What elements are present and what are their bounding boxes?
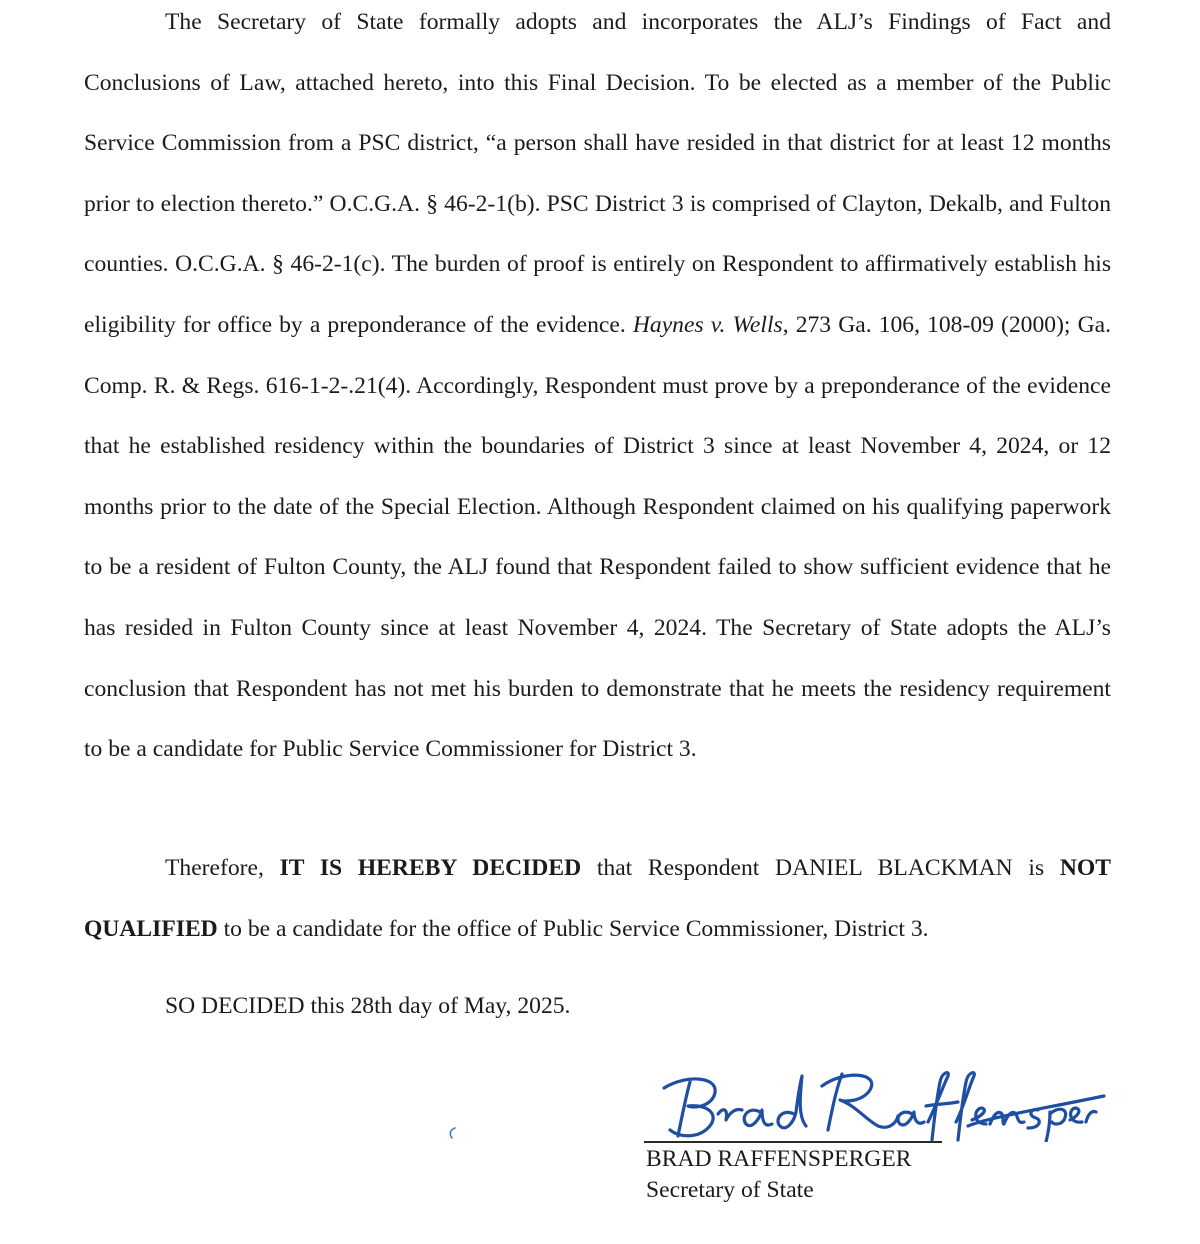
- signer-title: Secretary of State: [646, 1177, 814, 1203]
- findings-rest-text: , 273 Ga. 106, 108-09 (2000); Ga. Comp. R. & Regs. 616-1-2-.21(4). Accordingly, Respondent must prove by a preponderance of the evidence that he established residency within the boundaries of District 3 since at least November 4, 2024, or 12 months prior to the date of the Special Election. Although Respondent claimed on his qualifying paperwork to be a resident of Fulton County, the ALJ found that Respondent failed to show sufficient evidence that he has resided in Fulton County since at least November 4, 2024. The Secretary of State adopts the ALJ’s conclusion that Respondent has not met his burden to demonstrate that he meets the residency requirement to be a candidate for Public Service Commissioner for District 3.: [84, 311, 1111, 763]
- decision-tail: to be a candidate for the office of Public Service Commissioner, District 3.: [217, 915, 929, 942]
- decision-lead: Therefore,: [165, 855, 280, 881]
- closing-line: SO DECIDED this 28th day of May, 2025.: [165, 993, 571, 1019]
- not-qualified-phrase: NOT QUALIFIED: [84, 855, 1111, 942]
- stray-mark-icon: [446, 1126, 458, 1140]
- decided-phrase: IT IS HEREBY DECIDED: [279, 855, 582, 881]
- findings-intro-text: The Secretary of State formally adopts and incorporates the ALJ’s Findings of Fact and Conclusions of Law, attached hereto, into this Final Decision. To be elected as a member of the Public Service Commission from a PSC district, “a person shall have resided in that district for at least 12 months prior to election thereto.” O.C.G.A. § 46-2-1(b). PSC District 3 is comprised of Clayton, Dekalb, and Fulton counties. O.C.G.A. § 46-2-1(c). The burden of proof is entirely on Respondent to affirmatively establish his eligibility for office by a preponderance of the evidence.: [84, 9, 1111, 338]
- document-page: [84, 0, 1111, 1244]
- signature-line: [644, 1141, 942, 1143]
- findings-paragraph: [84, 0, 1111, 780]
- handwritten-signature: [656, 1066, 1108, 1142]
- decision-middle: that Respondent DANIEL BLACKMAN is: [581, 855, 1060, 881]
- case-citation: Haynes v. Wells: [632, 311, 783, 338]
- decision-paragraph: [84, 838, 1111, 959]
- signer-name: BRAD RAFFENSPERGER: [646, 1146, 912, 1172]
